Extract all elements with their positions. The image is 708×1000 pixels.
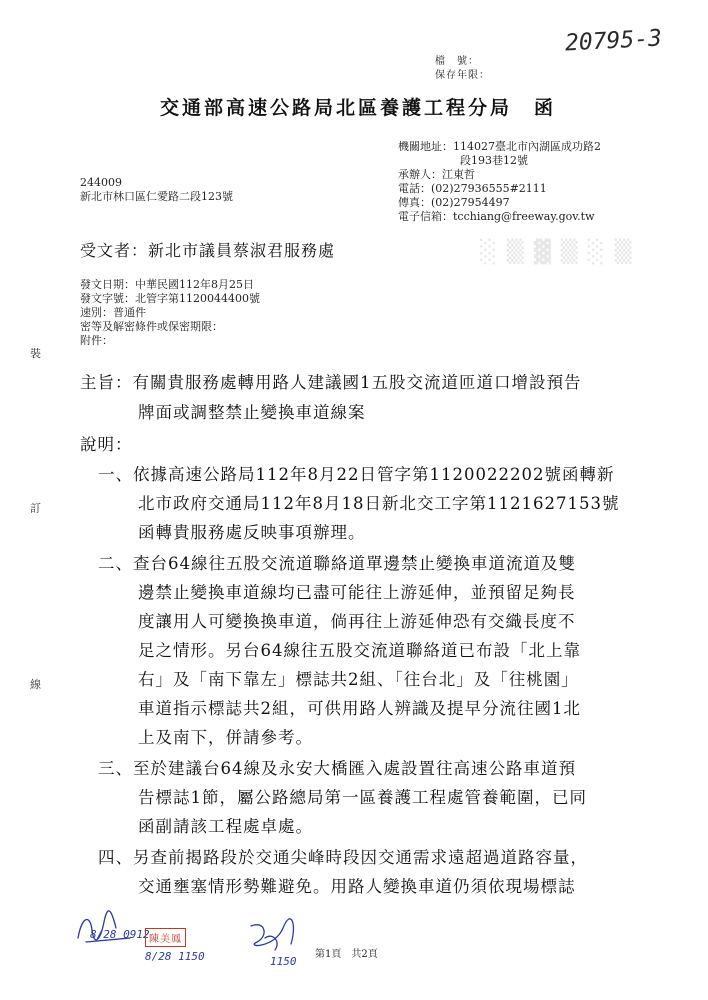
issue-date: 發文日期：中華民國112年8月25日 <box>80 278 254 291</box>
faint-stamp-artifact: ░▒▓▒░▒ <box>480 240 642 265</box>
binding-mark-3: 線 <box>30 678 41 691</box>
agency-address-line1: 機關地址：114027臺北市內湖區成功路2 <box>398 140 601 153</box>
agency-phone: 電話：(02)27936555#2111 <box>398 182 547 195</box>
item-2-line-6: 車道指示標誌共2組，可供用路人辨識及提早分流往國1北 <box>138 699 581 718</box>
agency-address-line2: 段193巷12號 <box>460 154 528 167</box>
item-4-line-2: 交通壅塞情形勢難避免。用路人變換車道仍須依現場標誌 <box>138 877 576 896</box>
page-number: 第1頁 共2頁 <box>315 949 378 960</box>
subject-line-1: 主旨：有關貴服務處轉用路人建議國1五股交流道匝道口增設預告 <box>80 373 582 392</box>
handwritten-note-3: 1150 <box>270 955 297 968</box>
secrecy-level: 密等及解密條件或保密期限： <box>80 320 223 333</box>
item-2-line-7: 上及南下，併請參考。 <box>138 728 313 747</box>
name-seal: 陳美鳳 <box>145 928 186 947</box>
binding-mark-2: 訂 <box>30 502 41 515</box>
attachment: 附件： <box>80 334 113 347</box>
document-title: 交通部高速公路局北區養護工程分局 函 <box>160 97 557 119</box>
handwritten-signature-center <box>245 918 305 960</box>
delivery-speed: 速別：普通件 <box>80 306 146 319</box>
item-1-line-3: 函轉貴服務處反映事項辦理。 <box>138 523 366 542</box>
handwritten-note-2: 8/28 1150 <box>145 950 205 963</box>
item-2-line-3: 度讓用人可變換換車道，倘再往上游延伸恐有交織長度不 <box>138 612 576 631</box>
item-4-line-1: 四、另查前揭路段於交通尖峰時段因交通需求遠超過道路容量， <box>98 848 588 867</box>
item-2-line-2: 邊禁止變換車道線均已盡可能往上游延伸，並預留足夠長 <box>138 583 576 602</box>
handwritten-file-number: 20795-3 <box>564 25 663 57</box>
agency-email: 電子信箱：tcchiang@freeway.gov.tw <box>398 210 595 223</box>
explanation-label: 說明： <box>80 435 133 454</box>
recipient: 受文者：新北市議員蔡淑君服務處 <box>80 241 336 260</box>
file-number-label: 檔 號： <box>435 56 479 67</box>
item-3-line-2: 告標誌1節，屬公路總局第一區養護工程處管養範圍，已同 <box>138 788 587 807</box>
item-1-line-1: 一、依據高速公路局112年8月22日管字第1120022202號函轉新 <box>98 465 615 484</box>
item-2-line-5: 右」及「南下靠左」標誌共2組、「往台北」及「往桃園」 <box>138 670 579 689</box>
recipient-postal-code: 244009 <box>80 176 122 189</box>
item-2-line-4: 足之情形。另台64線往五股交流道聯絡道已布設「北上靠 <box>138 641 581 660</box>
document-number: 發文字號：北管字第1120044400號 <box>80 292 260 305</box>
item-1-line-2: 北市政府交通局112年8月18日新北交工字第1121627153號 <box>138 494 620 513</box>
item-2-line-1: 二、查台64線往五股交流道聯絡道單邊禁止變換車道流道及雙 <box>98 554 576 573</box>
item-3-line-1: 三、至於建議台64線及永安大橋匯入處設置往高速公路車道預 <box>98 759 576 778</box>
agency-fax: 傳真：(02)27954497 <box>398 196 510 209</box>
handwritten-note-1: 8/28 0912 <box>90 928 150 941</box>
retention-period-label: 保存年限： <box>435 70 490 81</box>
binding-mark-1: 裝 <box>30 347 41 360</box>
item-3-line-3: 函副請該工程處卓處。 <box>138 817 313 836</box>
recipient-address: 新北市林口區仁愛路二段123號 <box>80 190 233 203</box>
agency-contact: 承辦人：江東哲 <box>398 168 475 181</box>
subject-line-2: 牌面或調整禁止變換車道線案 <box>138 403 366 422</box>
